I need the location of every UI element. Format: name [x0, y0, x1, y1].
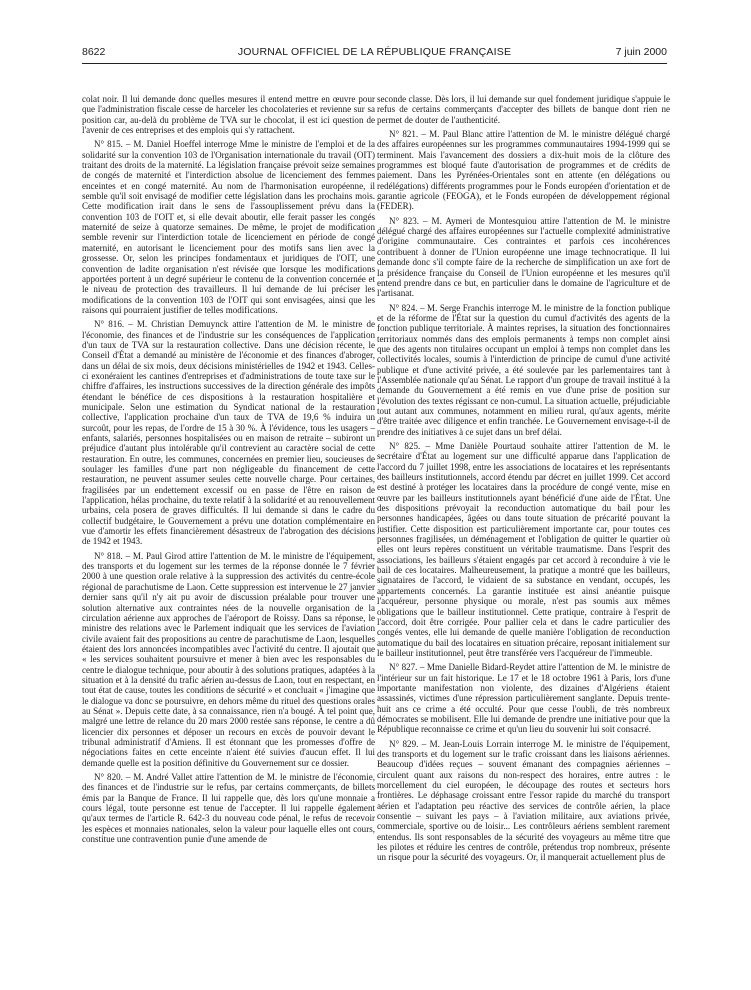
- question-821: N° 821. – M. Paul Blanc attire l'attention de M. le ministre délégué chargé des affaires européennes sur les programmes communautaires 1994-1999 qui se terminent. Mais l'avancement des dossiers a dix-huit mois de la clôture des programmes est bloqué faute d'autorisation de programmes et de crédits de paiement. Dans les Pyrénées-Orientales sont en attente (en délégations ou redélégations) différents programmes pour le Fonds européen d'orientation et de garantie agricole (FEOGA), et le Fonds européen de développement régional (FEDER).: [377, 129, 670, 212]
- question-816: N° 816. – M. Christian Demuynck attire l'attention de M. le ministre de l'économie, des finances et de l'industrie sur les conséquences de l'application d'un taux de TVA sur la restauration collective. Dans une décision récente, le Conseil d'État a demandé au ministère de l'économie et des finances d'abroger, dans un délai de six mois, deux décisions ministérielles de 1942 et 1943. Celles-ci exonéraient les cantines d'entreprises et d'administrations de toute taxe sur le chiffre d'affaires, les instructions successives de la direction générale des impôts étendant le bénéfice de ces dispositions à la restauration hospitalière et municipale. Selon une estimation du Syndicat national de la restauration collective, l'application prochaine d'un taux de TVA de 19,6 % induira un surcoût, pour les repas, de l'ordre de 15 à 30 %. À l'évidence, tous les usagers – enfants, salariés, personnes hospitalisées ou en maison de retraite – subiront un préjudice d'autant plus intolérable qu'il contrevient au caractère social de cette restauration. En outre, les communes, concernées en premier lieu, soucieuses de soulager les familles d'une part non négligeable du financement de cette restauration, ne peuvent assumer seules cette nouvelle charge. Pour certaines, fragilisées par un endettement excessif ou en passe de l'être en raison de l'application, hélas prochaine, du texte relatif à la solidarité et au renouvellement urbains, cela posera de graves difficultés. Il lui demande si dans le cadre du collectif budgétaire, le Gouvernement a prévu une dotation complémentaire en vue d'amortir les effets financièrement désastreux de l'abrogation des décisions de 1942 et 1943.: [82, 319, 375, 547]
- question-818: N° 818. – M. Paul Girod attire l'attention de M. le ministre de l'équipement, des transports et du logement sur les termes de la réponse donnée le 7 février 2000 à une question orale relative à la suppression des activités du centre-école régional de parachutisme de Laon. Cette suppression est intervenue le 27 janvier dernier sans qu'il n'y ait pu avoir de discussion préalable pour trouver une solution alternative aux contraintes nées de la nouvelle organisation de la circulation aérienne aux approches de l'aéroport de Roissy. Dans sa réponse, le ministre des relations avec le Parlement indiquait que les services de l'aviation civile avaient fait des propositions au centre de parachutisme de Laon, lesquelles étaient des lors annoncées incompatibles avec l'activité du centre. Il ajoutait que « les services souhaitent poursuivre et mener à bien avec les responsables du centre le dialogue technique, pour aboutir à des solutions pratiques, adaptées à la situation et à la densité du trafic aérien au-dessus de Laon, tout en respectant, en tout état de cause, toutes les conditions de sécurité » et concluait « j'imagine que le dialogue va donc se poursuivre, en dehors même du rituel des questions orales au Sénat ». Depuis cette date, à sa connaissance, rien n'a bougé. À tel point que, malgré une lettre de relance du 20 mars 2000 restée sans réponse, le centre a dû licencier dix personnes et déposer un recours en excès de pouvoir devant le tribunal administratif d'Amiens. Il est étonnant que les promesses d'offre de négociations faites en cette enceinte n'aient été suivies d'aucun effet. Il lui demande quelle est la position définitive du Gouvernement sur ce dossier.: [82, 550, 375, 768]
- paragraph-continuation: colat noir. Il lui demande donc quelles mesures il entend mettre en œuvre pour que l'administration fiscale cesse de harceler les chocolateries et revienne sur sa position car, au-delà du problème de TVA sur le chocolat, il est ici question de l'avenir de ces entreprises et des emplois qui s'y rattachent.: [82, 94, 375, 136]
- left-column: [82, 94, 375, 982]
- issue-date: 7 juin 2000: [615, 46, 667, 58]
- question-824: N° 824. – M. Serge Franchis interroge M. le ministre de la fonction publique et de la réforme de l'État sur la question du cumul d'activités des agents de la fonction publique territoriale. À maintes reprises, la situation des fonctionnaires territoriaux nommés dans des emplois permanents à temps non complet ainsi que des agents non titulaires occupant un emploi à temps non complet dans les collectivités locales, soumis à l'interdiction de principe de cumul d'une activité publique et d'une activité privée, a été soulevée par les parlementaires tant à l'Assemblée nationale qu'au Sénat. Le rapport d'un groupe de travail institué à la demande du Gouvernement a été remis en vue d'une prise de position sur l'évolution des textes régissant ce non-cumul. La situation actuelle, préjudiciable tout autant aux communes, notamment en milieu rural, qu'aux agents, mérite d'être traitée avec diligence et enfin tranchée. Le Gouvernement envisage-t-il de prendre des initiatives à ce sujet dans un bref délai.: [377, 302, 670, 437]
- page-header: [82, 46, 667, 62]
- right-column: [377, 94, 670, 982]
- journal-title: JOURNAL OFFICIEL DE LA RÉPUBLIQUE FRANÇAISE: [237, 46, 512, 58]
- question-820: N° 820. – M. André Vallet attire l'attention de M. le ministre de l'économie, des finances et de l'industrie sur le refus, par certains commerçants, de billets émis par la Banque de France. Il lui rappelle que, dès lors qu'une monnaie a cours légal, toute personne est tenue de l'accepter. Il lui rappelle également qu'aux termes de l'article R. 642-3 du nouveau code pénal, le refus de recevoir les espèces et monnaies nationales, selon la valeur pour laquelle elles ont cours, constitue une contravention punie d'une amende de: [82, 772, 375, 845]
- question-829: N° 829. – M. Jean-Louis Lorrain interroge M. le ministre de l'équipement, des transports et du logement sur le trafic croissant dans les liaisons aériennes. Beaucoup d'idées reçues – souvent émanant des compagnies aériennes – circulent quant aux raisons du non-respect des horaires, entre autres : le morcellement du ciel européen, le découpage des routes et secteurs hors frontières. Le déphasage croissant entre l'essor rapide du marché du transport aérien et l'adaptation peu réactive des services de contrôle aérien, la place consentie – suivant les pays – à l'aviation militaire, aux aviations privée, commerciale, sportive ou de loisir... Les contrôleurs aériens semblent rarement entendus. Ils sont responsables de la sécurité des voyageurs au même titre que les pilotes et réduire les centres de contrôle, prétendus trop nombreux, présente un risque pour la sécurité des voyageurs. Or, il manquerait actuellement plus de: [377, 738, 670, 863]
- question-825: N° 825. – Mme Danièle Pourtaud souhaite attirer l'attention de M. le secrétaire d'État au logement sur une difficulté apparue dans l'application de l'accord du 7 juillet 1998, entre les associations de locataires et les représentants des bailleurs institutionnels, accord étendu par décret en juillet 1999. Cet accord est destiné à protéger les locataires dans la procédure de congé vente, mise en œuvre par les bailleurs institutionnels ayant bénéficié d'une aide de l'État. Une des dispositions prévoyait la reconduction automatique du bail pour les personnes handicapées, âgées ou dans toute situation de précarité pouvant la justifier. Cette disposition est particulièrement importante car, pour toutes ces personnes fragilisées, un déménagement et l'obligation de quitter le quartier où elles ont leurs repères constituent un véritable traumatisme. Dans l'esprit des associations, les bailleurs s'étaient engagés par cet accord à reconduire à vie le bail de ces locataires. Malheureusement, la pratique a montré que les bailleurs, signataires de l'accord, le vidaient de sa substance en vendant, occupés, les appartements concernés. La garantie instituée est ainsi anéantie puisque l'acquéreur, personne physique ou morale, n'est pas soumis aux mêmes obligations que le bailleur institutionnel. Cette pratique, contraire à l'esprit de l'accord, doit être corrigée. Pour pallier cela et dans le cadre particulier des congés ventes, elle lui demande de quelle manière l'obligation de reconduction automatique du bail des locataires en situation précaire, reposant initialement sur le bailleur institutionnel, peut être transférée vers l'acquéreur de l'immeuble.: [377, 441, 670, 658]
- paragraph-continuation: seconde classe. Dès lors, il lui demande sur quel fondement juridique s'appuie le refus de certains commerçants d'accepter des billets de banque dont rien ne permet de douter de l'authenticité.: [377, 94, 670, 125]
- question-823: N° 823. – M. Aymeri de Montesquiou attire l'attention de M. le ministre délégué chargé des affaires européennes sur l'actuelle complexité administrative d'origine communautaire. Ces contraintes et parfois ces incohérences contribuent à donner de l'Union européenne une image technocratique. Il lui demande donc s'il compte faire de la recherche de simplification un axe fort de la présidence française du Conseil de l'Union européenne et les mesures qu'il entend prendre dans ce but, en particulier dans le domaine de l'agriculture et de l'artisanat.: [377, 215, 670, 299]
- page-number: 8622: [82, 46, 106, 58]
- question-827: N° 827. – Mme Danielle Bidard-Reydet attire l'attention de M. le ministre de l'intérieur sur un fait historique. Le 17 et le 18 octobre 1961 à Paris, lors d'une importante manifestation non violente, des dizaines d'Algériens étaient assassinés, victimes d'une répression particulièrement sanglante. Depuis trente-huit ans ce crime a été occulté. Pour que cesse l'oubli, de très nombreux démocrates se mobilisent. Elle lui demande de prendre une initiative pour que la République reconnaisse ce crime et qu'un lieu du souvenir lui soit consacré.: [377, 662, 670, 735]
- header-rule: [82, 63, 667, 64]
- question-815: N° 815. – M. Daniel Hoeffel interroge Mme le ministre de l'emploi et de la solidarité sur la convention 103 de l'Organisation internationale du travail (OIT) traitant des droits de la maternité. La législation française prévoit seize semaines de congés de maternité et l'interdiction absolue de licenciement des femmes enceintes et en congé maternité. Au nom de l'harmonisation européenne, il semble qu'il soit envisagé de modifier cette législation dans les prochains mois. Cette modification irait dans le sens de l'assouplissement prévu dans la convention 103 de l'OIT et, si elle devait aboutir, elle ferait passer les congés maternité de seize à quatorze semaines. De même, le projet de modification semble revenir sur l'interdiction totale de licenciement en période de congé maternité, en autorisant le licenciement pour des motifs sans lien avec la grossesse. Or, selon les principes fondamentaux et juridiques de l'OIT, une convention de ladite organisation n'est révisée que lorsque les modifications apportées portent à un degré supérieur le contenu de la convention concernée et le niveau de protection des travailleurs. Il lui demande de lui préciser les modifications de la convention 103 de l'OIT qui sont envisagées, ainsi que les raisons qui pourraient justifier de telles modifications.: [82, 139, 375, 315]
